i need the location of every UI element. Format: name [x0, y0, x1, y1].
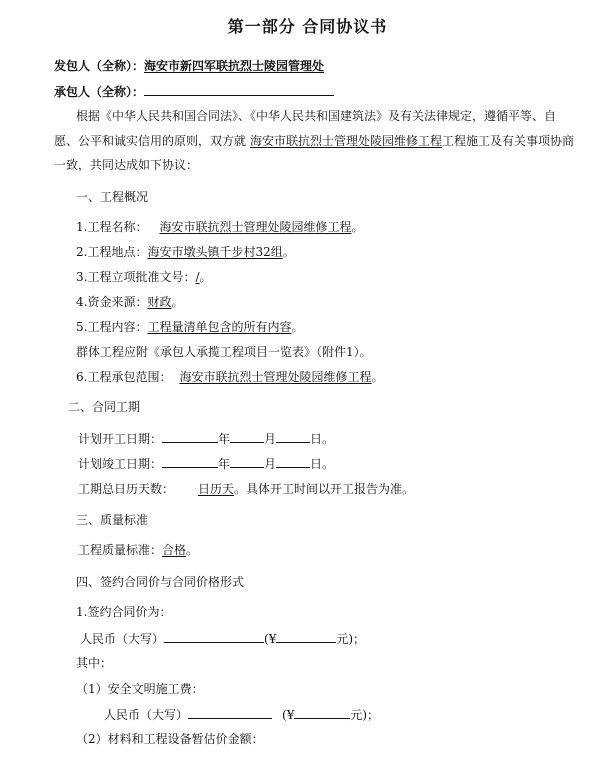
content-period: 。: [291, 320, 304, 334]
funding-label: 4.资金来源：: [76, 295, 148, 309]
project-approval-value: /: [195, 270, 200, 284]
intro-project-name: 海安市联抗烈士管理处陵园维修工程: [250, 134, 443, 148]
intro-line-2: [54, 133, 574, 149]
intro-line-2-post: 工程施工及有关事项协商: [442, 134, 575, 148]
funding-value: 财政: [147, 295, 172, 309]
finish-year-blank: [162, 455, 218, 468]
start-date-label: 计划开工日期：: [78, 432, 163, 446]
project-name-period: 。: [351, 220, 364, 234]
yen-amount-blank: [276, 630, 336, 643]
contractor-name-blank: [144, 83, 334, 96]
project-name-value: 海安市联抗烈士管理处陵园维修工程: [159, 220, 352, 234]
safety-fee-label: （1）安全文明施工费：: [76, 682, 204, 696]
intro-line-2-pre: 愿、公平和诚实信用的原则，双方就: [54, 134, 247, 148]
project-name-line: [76, 219, 363, 235]
contract-price-label: 1.签约合同价为：: [76, 605, 172, 619]
section4-heading: 四、签约合同价与合同价格形式: [76, 575, 245, 589]
content-value: 工程量清单包含的所有内容: [147, 320, 292, 334]
total-days-note: 。具体开工时间以开工报告为准。: [234, 482, 415, 496]
safety-words-blank: [188, 706, 272, 719]
project-location-line: [76, 244, 295, 260]
total-days-value: 日历天: [198, 482, 235, 496]
contract-price-line: [80, 630, 365, 647]
total-days-label: 工期总日历天数：: [78, 482, 175, 496]
scope-period: 。: [371, 370, 384, 384]
total-days-line: [78, 481, 414, 497]
safety-yuan-close: 元)；: [350, 708, 380, 722]
start-year-unit: 年: [218, 432, 231, 446]
group-note: 群体工程应附《承包人承揽工程项目一览表》（附件1）。: [76, 345, 372, 359]
employer-label: 发包人（全称）：: [54, 59, 145, 73]
section2-heading: 二、合同工期: [68, 400, 141, 414]
project-location-period: 。: [282, 245, 295, 259]
finish-month-blank: [230, 455, 264, 468]
among-label: 其中：: [76, 656, 113, 670]
page-title: 第一部分 合同协议书: [227, 17, 388, 36]
project-name-label: 1.工程名称：: [76, 220, 148, 234]
content-label: 5.工程内容：: [76, 320, 148, 334]
intro-line-3: 一致，共同达成如下协议：: [54, 158, 199, 172]
material-amount-label: （2）材料和工程设备暂估价金额：: [76, 732, 264, 746]
scope-label: 6.工程承包范围：: [76, 370, 172, 384]
safety-fee-line: [104, 706, 379, 723]
quality-period: 。: [186, 543, 199, 557]
content-line: [76, 319, 303, 335]
safety-amount-blank: [294, 706, 350, 719]
section1-heading: 一、工程概况: [76, 190, 149, 204]
project-approval-line: [76, 269, 212, 285]
scope-value: 海安市联抗烈士管理处陵园维修工程: [179, 370, 372, 384]
funding-period: 。: [171, 295, 184, 309]
finish-month-unit: 月: [264, 457, 277, 471]
quality-value: 合格: [162, 543, 187, 557]
finish-day-unit: 日。: [310, 457, 335, 471]
contractor-label: 承包人（全称）：: [54, 85, 145, 99]
project-approval-label: 3.工程立项批准文号：: [76, 270, 196, 284]
finish-date-line: [78, 455, 334, 472]
safety-rmb-label: 人民币（大写）: [104, 708, 189, 722]
quality-line: [78, 542, 198, 558]
project-location-value: 海安市墩头镇千步村32组: [147, 245, 283, 259]
yen-open: (¥: [264, 632, 277, 646]
employer-name: 海安市新四军联抗烈士陵园管理处: [144, 59, 325, 73]
finish-date-label: 计划竣工日期：: [78, 457, 163, 471]
start-month-unit: 月: [264, 432, 277, 446]
yuan-close: 元)；: [336, 632, 366, 646]
intro-line-1: 根据《中华人民共和国合同法》、《中华人民共和国建筑法》及有关法律规定，遵循平等、自: [76, 109, 557, 123]
project-location-label: 2.工程地点：: [76, 245, 148, 259]
employer-line: [54, 58, 324, 74]
contractor-line: [54, 83, 334, 100]
start-date-line: [78, 430, 334, 447]
funding-line: [76, 294, 183, 310]
start-month-blank: [230, 430, 264, 443]
quality-label: 工程质量标准：: [78, 543, 163, 557]
start-year-blank: [162, 430, 218, 443]
safety-yen-open: (¥: [282, 708, 295, 722]
project-approval-period: 。: [199, 270, 212, 284]
start-day-unit: 日。: [310, 432, 335, 446]
finish-day-blank: [276, 455, 310, 468]
rmb-label: 人民币（大写）: [80, 632, 165, 646]
scope-line: [76, 369, 383, 385]
section3-heading: 三、质量标准: [76, 513, 149, 527]
start-day-blank: [276, 430, 310, 443]
finish-year-unit: 年: [218, 457, 231, 471]
rmb-words-blank: [164, 630, 264, 643]
